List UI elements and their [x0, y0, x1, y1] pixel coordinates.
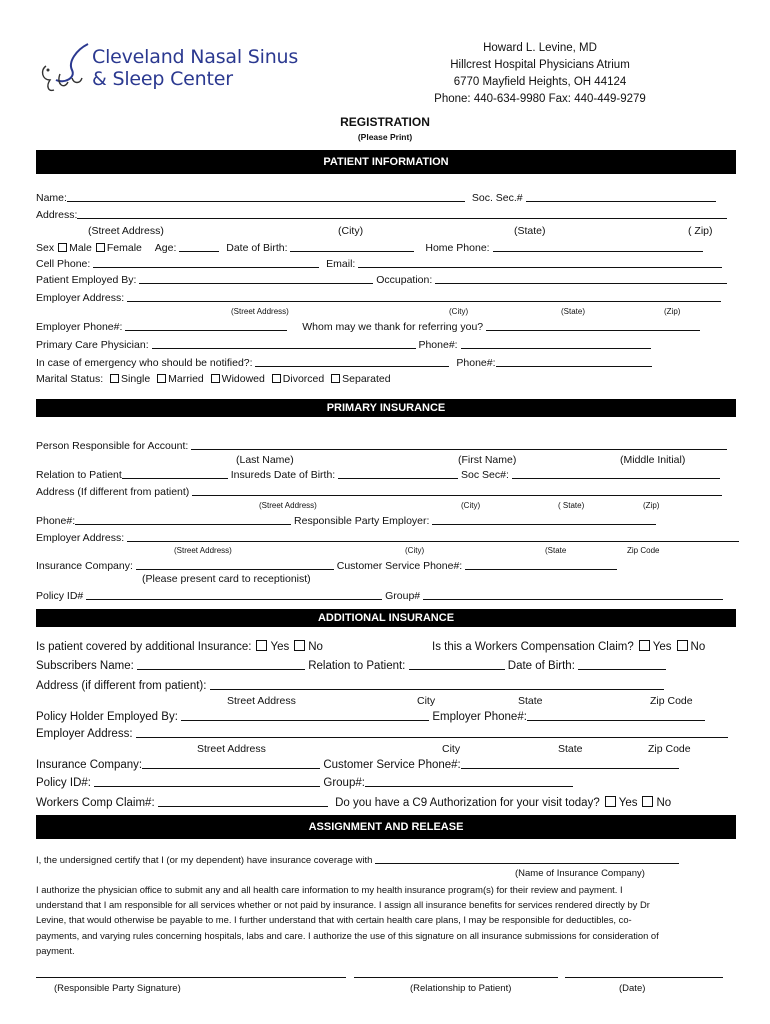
emergency-row: In case of emergency who should be notified?: Phone#: — [36, 356, 652, 369]
male-checkbox[interactable] — [58, 243, 67, 252]
primary-city-hint: (City) — [461, 501, 481, 510]
home-phone-field[interactable] — [493, 241, 703, 252]
emp-street-hint: (Street Address) — [231, 307, 289, 316]
workers-no-checkbox[interactable] — [677, 640, 688, 651]
relationship-label: (Relationship to Patient) — [410, 983, 512, 994]
primary-employer-address-row: Employer Address: — [36, 531, 739, 544]
emergency-phone-field[interactable] — [496, 356, 652, 367]
age-field[interactable] — [179, 241, 219, 252]
primary-phone-field[interactable] — [75, 514, 291, 525]
email-field[interactable] — [358, 257, 722, 268]
additional-emp-state-hint: State — [558, 743, 583, 755]
dob-field[interactable] — [290, 241, 414, 252]
widowed-checkbox[interactable] — [211, 374, 220, 383]
primary-customer-service-field[interactable] — [465, 559, 617, 570]
doctor-header — [400, 40, 680, 108]
insured-dob-field[interactable] — [338, 468, 458, 479]
date-line[interactable] — [565, 977, 723, 978]
authorization-paragraph: I authorize the physician office to submit any and all health care information to my health insurance program(s) for their review and payment. I understand that I am responsible for all services whether or not paid by insurance. I assign all insurance benefits for services rendered directly by Dr Levine, that would otherwise be payable to me. I further understand that with certain health care plans, I may be responsible for deductibles, co- payments, and varying rules concerning hospitals, labs and care. I authorize the use of this signature on all insurance submissions for consideration of payment. — [36, 884, 659, 956]
additional-employer-address-field[interactable] — [136, 727, 728, 738]
additional-employer-phone-field[interactable] — [527, 710, 705, 721]
primary-phone-row: Phone#: Responsible Party Employer: — [36, 514, 656, 527]
comp-claim-field[interactable] — [158, 796, 328, 807]
additional-state-hint: State — [518, 695, 543, 707]
additional-group-field[interactable] — [365, 776, 573, 787]
additional-emp-city-hint: City — [442, 743, 461, 755]
pcp-phone-field[interactable] — [461, 338, 651, 349]
section-assignment-release: ASSIGNMENT AND RELEASE — [36, 815, 736, 839]
middle-initial-hint: (Middle Initial) — [620, 454, 686, 466]
additional-dob-field[interactable] — [578, 659, 666, 670]
patient-address-field[interactable] — [77, 208, 727, 219]
section-additional-insurance: ADDITIONAL INSURANCE — [36, 609, 736, 627]
comp-claim-row: Workers Comp Claim#: Do you have a C9 Authorization for your visit today? Yes No — [36, 797, 672, 809]
primary-company-field[interactable] — [136, 559, 334, 570]
responsible-employer-field[interactable] — [432, 514, 656, 525]
doctor-address: 6770 Mayfield Heights, OH 44124 — [453, 76, 627, 88]
marital-row: Marital Status: Single Married Widowed Divorced Separated — [36, 373, 391, 385]
additional-relation-field[interactable] — [409, 659, 505, 670]
additional-city-hint: City — [417, 695, 436, 707]
subscriber-field[interactable] — [137, 659, 305, 670]
c9-yes-checkbox[interactable] — [605, 796, 616, 807]
insurance-company-name-field[interactable] — [375, 853, 679, 864]
date-label: (Date) — [619, 983, 646, 994]
responsible-row: Person Responsible for Account: — [36, 439, 727, 452]
patient-address-row: Address: — [36, 208, 727, 221]
certify-row: I, the undersigned certify that I (or my dependent) have insurance coverage with — [36, 853, 679, 866]
primary-emp-zip-hint: Zip Code — [627, 546, 660, 555]
logo — [38, 40, 298, 98]
holder-employer-field[interactable] — [181, 710, 429, 721]
primary-company-row: Insurance Company: Customer Service Phone#: — [36, 559, 617, 572]
additional-address-row: Address (if different from patient): — [36, 679, 664, 692]
covered-row: Is patient covered by additional Insurance: Yes No — [36, 641, 323, 653]
pcp-row: Primary Care Physician: Phone#: — [36, 338, 651, 351]
covered-yes-checkbox[interactable] — [256, 640, 267, 651]
company-name-hint: (Name of Insurance Company) — [515, 868, 645, 879]
doctor-name: Howard L. Levine, MD — [483, 42, 597, 54]
primary-policy-field[interactable] — [86, 589, 382, 600]
relationship-line[interactable] — [354, 977, 558, 978]
primary-group-field[interactable] — [423, 589, 723, 600]
form-subtitle: (Please Print) — [357, 132, 413, 142]
additional-zip-hint: Zip Code — [650, 695, 693, 707]
patient-employer-address-row: Employer Address: — [36, 291, 721, 304]
primary-soc-field[interactable] — [512, 468, 720, 479]
patient-address-hint-state: (State) — [514, 225, 546, 237]
patient-employed-row: Patient Employed By: Occupation: — [36, 273, 727, 286]
workers-yes-checkbox[interactable] — [639, 640, 650, 651]
employer-phone-field[interactable] — [125, 320, 287, 331]
primary-policy-row: Policy ID# Group# — [36, 589, 723, 602]
additional-policy-row: Policy ID#: Group#: — [36, 776, 573, 789]
responsible-field[interactable] — [191, 439, 727, 450]
additional-employer-address-row: Employer Address: — [36, 727, 728, 740]
logo-line-1: Cleveland Nasal Sinus — [92, 46, 299, 68]
additional-street-hint: Street Address — [227, 695, 296, 707]
covered-no-checkbox[interactable] — [294, 640, 305, 651]
c9-no-checkbox[interactable] — [642, 796, 653, 807]
first-name-hint: (First Name) — [458, 454, 517, 466]
logo-line-2: & Sleep Center — [92, 68, 233, 90]
emp-zip-hint: (Zip) — [664, 307, 681, 316]
last-name-hint: (Last Name) — [236, 454, 294, 466]
signature-label: (Responsible Party Signature) — [54, 983, 181, 994]
patient-soc-field[interactable] — [526, 191, 716, 202]
workers-row: Is this a Workers Compensation Claim? Yes No — [432, 641, 706, 653]
primary-address-row: Address (If different from patient) — [36, 485, 722, 498]
primary-emp-city-hint: (City) — [405, 546, 425, 555]
married-checkbox[interactable] — [157, 374, 166, 383]
present-card-note: (Please present card to receptionist) — [142, 573, 311, 585]
additional-customer-service-field[interactable] — [461, 758, 679, 769]
single-checkbox[interactable] — [110, 374, 119, 383]
patient-sex-row: Sex Male Female Age: Date of Birth: Home Phone: — [36, 241, 703, 254]
emergency-field[interactable] — [255, 356, 449, 367]
additional-emp-street-hint: Street Address — [197, 743, 266, 755]
additional-emp-zip-hint: Zip Code — [648, 743, 691, 755]
divorced-checkbox[interactable] — [272, 374, 281, 383]
emp-city-hint: (City) — [449, 307, 469, 316]
additional-company-row: Insurance Company: Customer Service Phone#: — [36, 758, 679, 771]
holder-employed-row: Policy Holder Employed By: Employer Phone#: — [36, 710, 705, 723]
referring-field[interactable] — [486, 320, 700, 331]
additional-company-field[interactable] — [142, 758, 320, 769]
doctor-hospital: Hillcrest Hospital Physicians Atrium — [450, 59, 630, 71]
primary-employer-address-field[interactable] — [127, 531, 739, 542]
pcp-field[interactable] — [152, 338, 416, 349]
additional-policy-field[interactable] — [94, 776, 320, 787]
form-title: REGISTRATION — [340, 115, 430, 129]
section-primary-insurance: PRIMARY INSURANCE — [36, 399, 736, 417]
patient-employer-field[interactable] — [139, 273, 373, 284]
doctor-phone: Phone: 440-634-9980 Fax: 440-449-9279 — [434, 93, 646, 105]
primary-zip-hint: (Zip) — [643, 501, 660, 510]
primary-emp-state-hint: (State — [545, 546, 567, 555]
relation-field[interactable] — [122, 468, 228, 479]
separated-checkbox[interactable] — [331, 374, 340, 383]
subscriber-row: Subscribers Name: Relation to Patient: Date of Birth: — [36, 659, 666, 672]
patient-name-field[interactable] — [67, 191, 465, 202]
occupation-field[interactable] — [435, 273, 727, 284]
relation-row: Relation to Patient Insureds Date of Birth: Soc Sec#: — [36, 468, 720, 481]
primary-address-field[interactable] — [192, 485, 722, 496]
patient-cell-row: Cell Phone: Email: — [36, 257, 722, 270]
signature-line[interactable] — [36, 977, 346, 978]
logo-swirl-icon — [38, 40, 98, 98]
patient-address-hint-street: (Street Address) — [88, 225, 164, 237]
primary-emp-street-hint: (Street Address) — [174, 546, 232, 555]
additional-address-field[interactable] — [210, 679, 664, 690]
primary-state-hint: ( State) — [558, 501, 585, 510]
emp-state-hint: (State) — [561, 307, 586, 316]
patient-employer-address-field[interactable] — [127, 291, 721, 302]
patient-name-row: Name: Soc. Sec.# — [36, 191, 716, 204]
cell-phone-field[interactable] — [93, 257, 319, 268]
female-checkbox[interactable] — [96, 243, 105, 252]
primary-street-hint: (Street Address) — [259, 501, 317, 510]
section-patient-information: PATIENT INFORMATION — [36, 150, 736, 174]
employer-phone-row: Employer Phone#: Whom may we thank for referring you? — [36, 320, 700, 333]
patient-address-hint-city: (City) — [338, 225, 364, 237]
patient-address-hint-zip: ( Zip) — [688, 225, 713, 237]
